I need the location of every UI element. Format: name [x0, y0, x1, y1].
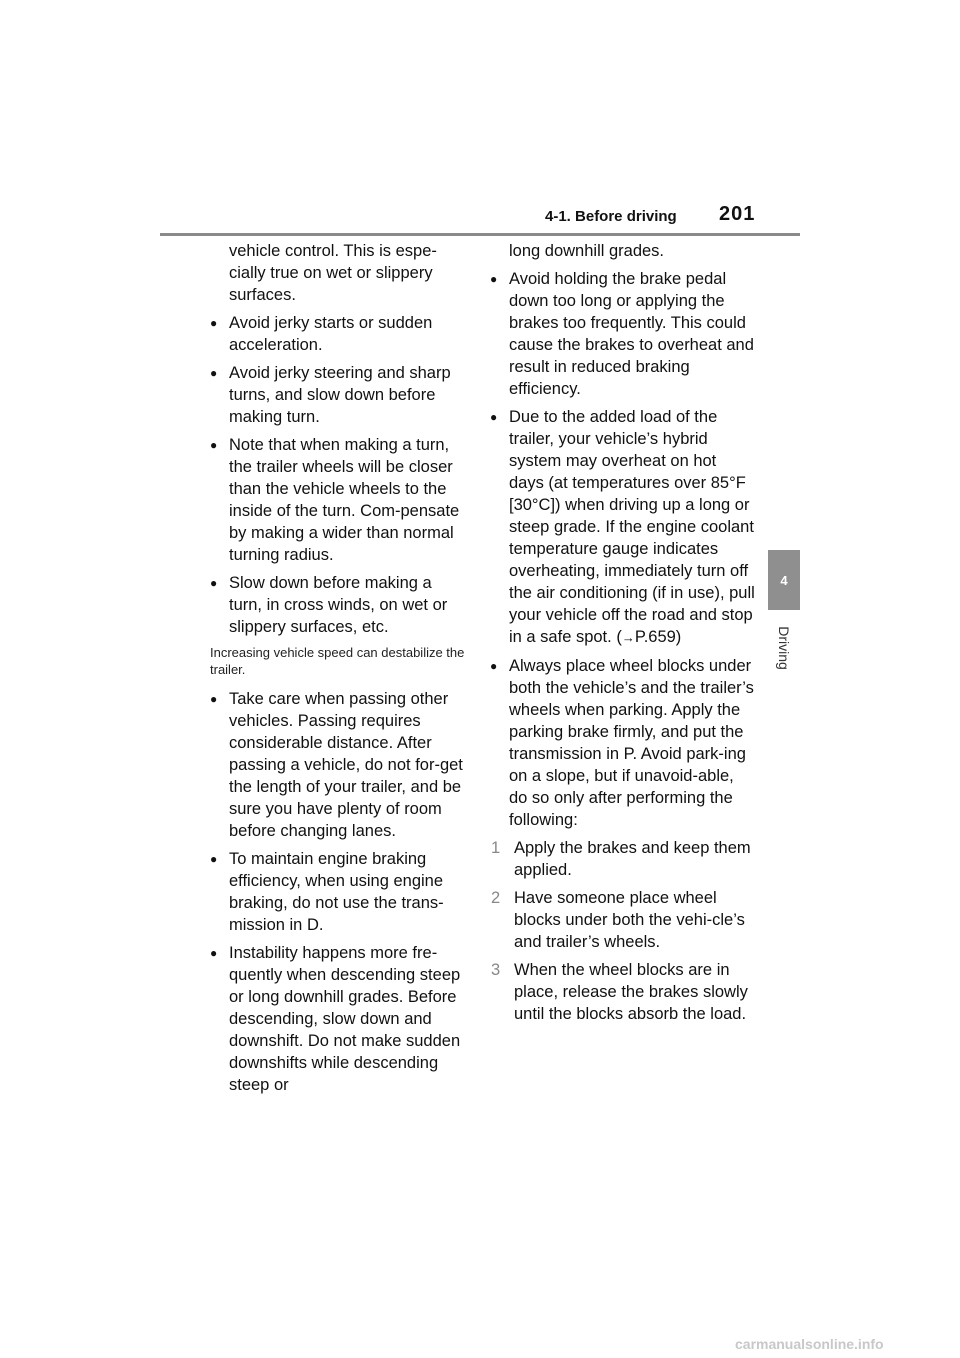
step-number: 1 [491, 839, 501, 857]
chapter-tab[interactable] [768, 550, 800, 610]
bullet-icon: ● [490, 659, 498, 673]
page-reference-link[interactable]: P.659) [634, 628, 682, 646]
bullet-icon: ● [210, 692, 218, 706]
step-item: 3 When the wheel blocks are in place, release the brakes slowly until the blocks absorb the load. [491, 961, 748, 1023]
bullet-icon: ● [210, 946, 218, 960]
chapter-label-text: Driving [775, 626, 792, 670]
list-item: ● Take care when passing other vehicles. Passing requires considerable distance. After passing a vehicle, do not for-get the length of your trailer, and be sure you have plenty of room before changing lanes. [210, 690, 463, 840]
step-number: 2 [491, 889, 501, 907]
list-item: ● Avoid holding the brake pedal down too long or applying the brakes too frequently. This could cause the brakes to overheat and result in reduced braking efficiency. [490, 270, 754, 398]
sub-heading-note: Increasing vehicle speed can destabilize the trailer. [210, 645, 465, 677]
list-item: ● Always place wheel blocks under both the vehicle’s and the trailer’s wheels when parking. Apply the parking brake firmly, and put the transmission in P. Avoid park-ing on a slope, but if unavoid-able, do so only after performing the following: [490, 657, 754, 829]
bullet-icon: ● [490, 272, 498, 286]
bullet-icon: ● [210, 852, 218, 866]
bullet-icon: ● [210, 576, 218, 590]
chapter-label [757, 618, 811, 678]
right-column [480, 240, 755, 1031]
list-item: ● Due to the added load of the trailer, your vehicle’s hybrid system may overheat on hot days (at temperatures over 85°F [30°C]) when driving up a long or steep grade. If the engine coolant temperature gauge indicates overheating, immediately turn off the air conditioning (if in use), pull your vehicle off the road and stop in a safe spot. (→P.659) [490, 408, 755, 646]
bullet-icon: ● [210, 438, 218, 452]
continuation-text: long downhill grades. [509, 242, 665, 260]
watermark: carmanualsonline.info [735, 1336, 884, 1352]
continuation-text: vehicle control. This is espe-cially true on wet or slippery surfaces. [229, 242, 437, 304]
list-item: ● Note that when making a turn, the trailer wheels will be closer than the vehicle wheels to the inside of the turn. Com-pensate by making a wider than normal turning radius. [210, 436, 460, 564]
list-item: ● Instability happens more fre-quently when descending steep or long downhill grades. Before descending, slow down and downshift. Do not make sudden downshifts while descending steep or [210, 944, 461, 1094]
section-title: 4-1. Before driving [545, 208, 677, 225]
bullet-icon: ● [210, 366, 218, 380]
header-divider [160, 233, 800, 236]
step-number: 3 [491, 961, 501, 979]
list-item: ● To maintain engine braking efficiency, when using engine braking, do not use the trans-mission in D. [210, 850, 444, 934]
list-item: ● Avoid jerky starts or sudden acceleration. [210, 314, 433, 354]
page-number: 201 [719, 203, 756, 225]
list-item: ● Avoid jerky steering and sharp turns, and slow down before making turn. [210, 364, 451, 426]
chapter-tab-number: 4 [780, 572, 788, 588]
step-item: 1 Apply the brakes and keep them applied. [491, 839, 751, 879]
step-item: 2 Have someone place wheel blocks under both the vehi-cle’s and trailer’s wheels. [491, 889, 745, 951]
list-item: ● Slow down before making a turn, in cross winds, on wet or slippery surfaces, etc. [210, 574, 448, 636]
bullet-icon: ● [210, 316, 218, 330]
bullet-icon: ● [490, 410, 498, 424]
arrow-right-icon: → [621, 630, 635, 645]
left-column [200, 240, 465, 1102]
